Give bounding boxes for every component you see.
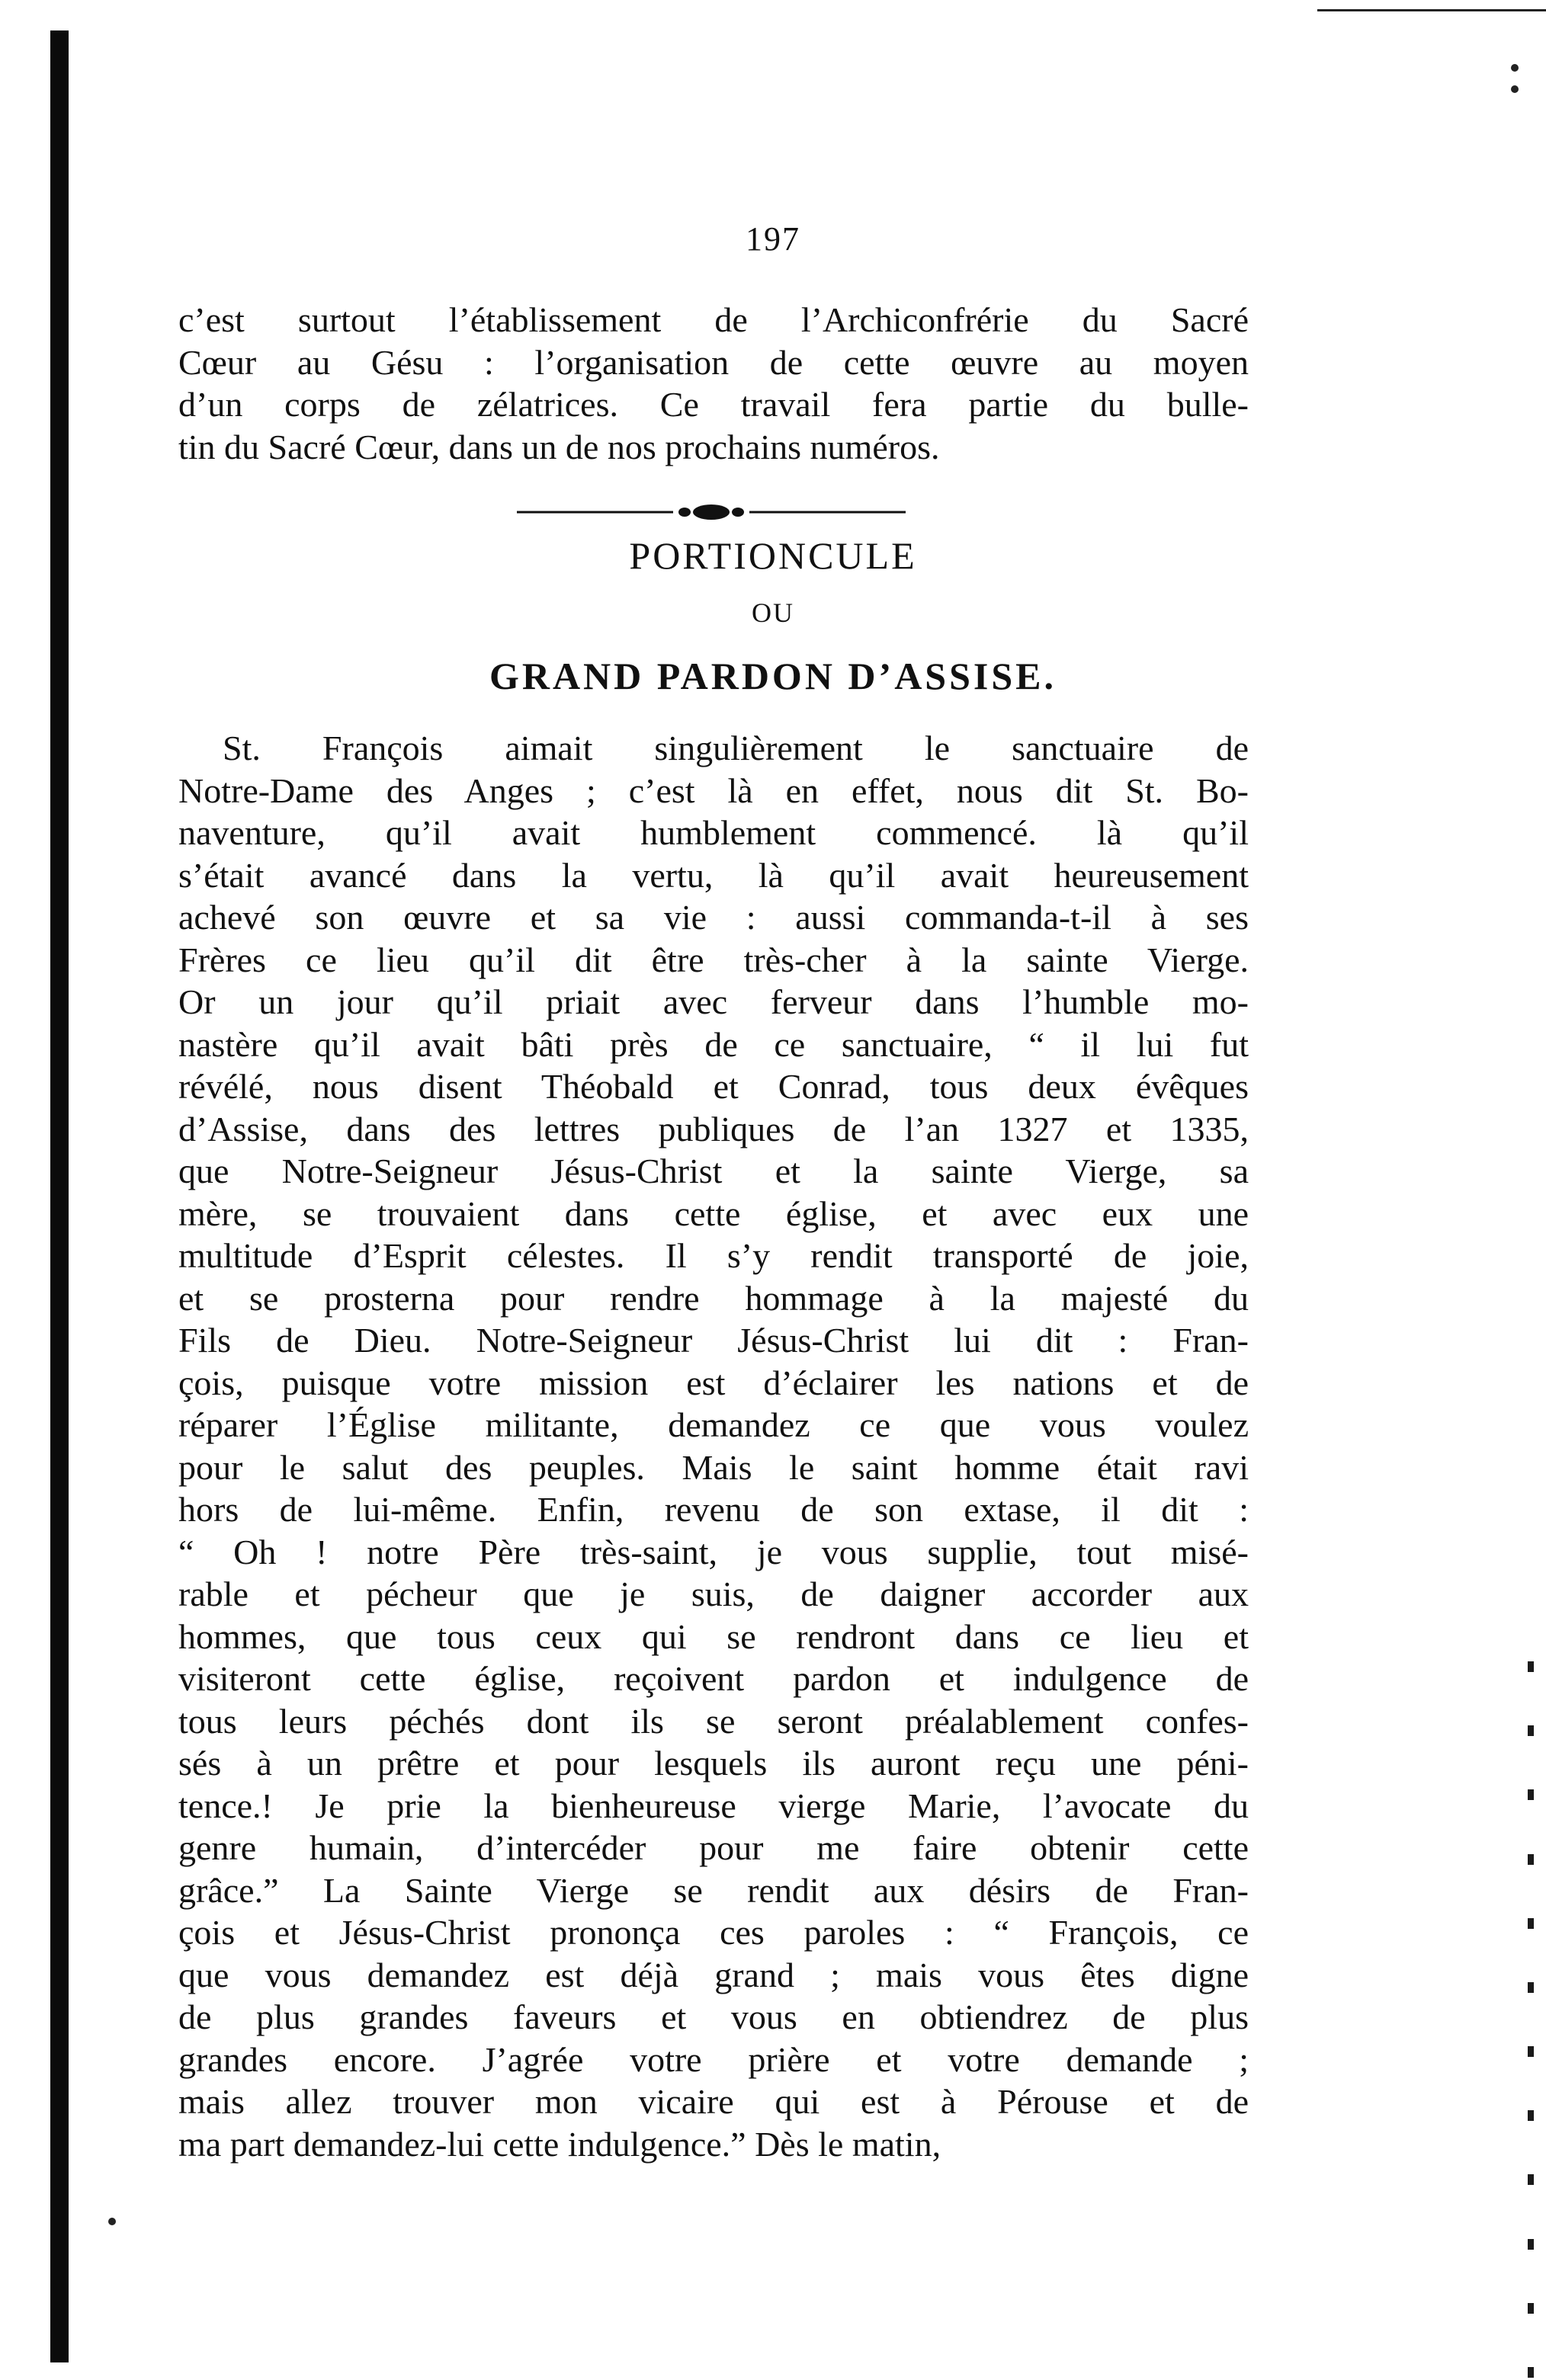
text-line: naventure, qu’il avait humblement commencé. là qu’il [178, 813, 1249, 852]
text-line: et se prosterna pour rendre hommage à la majesté du [178, 1278, 1249, 1318]
text-line: ma part demandez-lui cette indulgence.” Dès le matin, [178, 2124, 941, 2164]
text-line: St. François aimait singulièrement le sanctuaire de [223, 729, 1249, 767]
scan-edge-marks [1525, 1661, 1537, 2378]
text-line: mais allez trouver mon vicaire qui est à Pérouse et de [178, 2082, 1249, 2121]
text-line: réparer l’Église militante, demandez ce que vous voulez [178, 1405, 1249, 1444]
text-line: tous leurs péchés dont ils se seront préalablement confes- [178, 1701, 1249, 1741]
intro-paragraph [178, 299, 1249, 468]
book-binding-edge [50, 30, 69, 2362]
scan-speck [108, 2218, 116, 2225]
text-line: çois et Jésus-Christ prononça ces paroles : “ François, ce [178, 1913, 1249, 1952]
text-line: mère, se trouvaient dans cette église, et avec eux une [178, 1193, 1249, 1233]
section-subtitle: GRAND PARDON D’ASSISE. [489, 655, 1057, 697]
text-line: genre humain, d’intercéder pour me faire obtenir cette [178, 1828, 1249, 1867]
body-paragraph [178, 727, 1249, 2165]
text-line: achevé son œuvre et sa vie : aussi commanda-t-il à ses [178, 898, 1249, 937]
text-line: grâce.” La Sainte Vierge se rendit aux désirs de Fran- [178, 1870, 1249, 1910]
text-line: multitude d’Esprit célestes. Il s’y rendit transporté de joie, [178, 1236, 1249, 1275]
text-line: Cœur au Gésu : l’organisation de cette œuvre au moyen [178, 342, 1249, 382]
text-line: hommes, que tous ceux qui se rendront dans ce lieu et [178, 1616, 1249, 1656]
text-line: que Notre-Seigneur Jésus-Christ et la sainte Vierge, sa [178, 1152, 1249, 1190]
text-line: c’est surtout l’établissement de l’Archiconfrérie du Sacré [178, 300, 1249, 339]
text-line: “ Oh ! notre Père très-saint, je vous supplie, tout misé- [178, 1532, 1249, 1571]
section-title: PORTIONCULE [629, 534, 917, 577]
text-line: pour le salut des peuples. Mais le saint homme était ravi [178, 1447, 1249, 1487]
text-line: Frères ce lieu qu’il dit être très-cher à la sainte Vierge. [178, 940, 1249, 979]
text-line: d’Assise, dans des lettres publiques de l’an 1327 et 1335, [178, 1109, 1249, 1148]
text-line: grandes encore. J’agrée votre prière et votre demande ; [178, 2039, 1249, 2079]
text-line: révélé, nous disent Théobald et Conrad, tous deux évêques [178, 1067, 1249, 1106]
text-line: rable et pécheur que je suis, de daigner accorder aux [178, 1574, 1249, 1613]
scan-speck [1511, 85, 1519, 93]
text-line: Fils de Dieu. Notre-Seigneur Jésus-Christ lui dit : Fran- [178, 1321, 1249, 1360]
text-line: que vous demandez est déjà grand ; mais vous êtes digne [178, 1955, 1249, 1994]
text-line: Notre-Dame des Anges ; c’est là en effet, nous dit St. Bo- [178, 770, 1249, 810]
text-line: Or un jour qu’il priait avec ferveur dans l’humble mo- [178, 982, 1249, 1021]
text-line: nastère qu’il avait bâti près de ce sanctuaire, “ il lui fut [178, 1024, 1249, 1064]
text-line: hors de lui-même. Enfin, revenu de son extase, il dit : [178, 1490, 1249, 1529]
text-line: visiteront cette église, reçoivent pardon et indulgence de [178, 1659, 1249, 1698]
text-line: sés à un prêtre et pour lesquels ils auront reçu une péni- [178, 1744, 1249, 1783]
page-number: 197 [746, 220, 800, 258]
section-title-conjunction: OU [752, 597, 794, 628]
scan-top-rule [1317, 9, 1546, 11]
section-divider-ornament [517, 503, 906, 521]
text-line: tence.! Je prie la bienheureuse vierge Marie, l’avocate du [178, 1786, 1249, 1825]
text-line: s’était avancé dans la vertu, là qu’il avait heureusement [178, 855, 1249, 895]
text-line: de plus grandes faveurs et vous en obtiendrez de plus [178, 1997, 1249, 2036]
text-line: d’un corps de zélatrices. Ce travail fera partie du bulle- [178, 385, 1249, 424]
text-line: tin du Sacré Cœur, dans un de nos prochains numéros. [178, 427, 940, 466]
scan-speck [1511, 64, 1519, 72]
text-line: çois, puisque votre mission est d’éclairer les nations et de [178, 1363, 1249, 1402]
